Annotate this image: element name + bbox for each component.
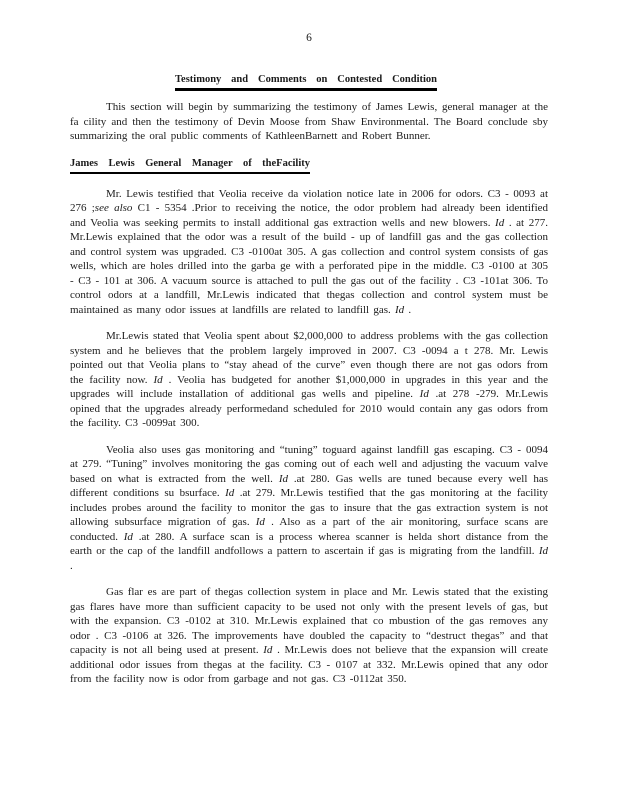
text-run: Mr. Lewis testified that Veolia receive da violation notice late in 2006 for odors. C3 - 0093 at 276 ;: [70, 187, 548, 214]
citation-italic: see also: [94, 202, 133, 214]
text-run: Gas flar es are part of thegas collection system in place and Mr. Lewis stated that the existing gas flares have more than sufficient capacity to be used not only with the present levels of gas, but with the expansion. C3 -0102 at 310. Mr.Lewis explained that co mbustion of the gas removes any odor . C3 -0106 at 326. The improvements have doubled the capacity to “destruct thegas” and that capacity is not all being used at present.: [70, 586, 548, 656]
intro-paragraph-container: [70, 100, 548, 144]
text-run: .at 278 -279. Mr.Lewis opined that the upgrades already performedand scheduled for 2010 would contain any gas odors from the facility. C3 -0099at 300.: [70, 388, 548, 429]
paragraph: [70, 187, 548, 318]
text-run: Veolia also uses gas monitoring and “tuning” toguard against landfill gas escaping. C3 - 0094 at 279. “Tuning” involves monitoring the gas coming out of each well and adjusting the vacuum valve based on what is extracted from the well.: [70, 443, 548, 485]
citation-italic: Id: [153, 373, 163, 386]
paragraph: [70, 329, 548, 431]
text-run: . Also as a part of the air monitoring, surface scans are conducted.: [70, 516, 548, 543]
citation-italic: Id: [495, 216, 505, 229]
citation-italic: Id: [123, 530, 133, 543]
body-paragraphs-container: [70, 187, 548, 687]
page-number: 6: [306, 32, 312, 44]
text-run: . Mr.Lewis does not believe that the expansion will create additional odor issues from thegas at the facility. C3 - 0107 at 332. Mr.Lewis opined that any odor from the facility now is odor from garbage and not gas. C3 -0112at 350.: [70, 644, 548, 685]
text-run: .at 279. Mr.Lewis testified that the gas monitoring at the facility includes probes around the facility to monitor the gas to insure that the gas extraction system is not allowing subsurface migration of gas.: [70, 487, 548, 528]
paragraph: [70, 100, 548, 144]
citation-italic: Id: [419, 388, 429, 400]
citation-italic: Id: [255, 516, 265, 528]
paragraph: [70, 443, 548, 574]
citation-italic: Id: [538, 545, 548, 557]
citation-italic: Id: [395, 303, 405, 316]
text-run: . at 277. Mr.Lewis explained that the odor was a result of the build - up of landfill gas and the gas collection and control system was upgraded. C3 -0100at 305. A gas collection and control system consists of gas wells, which are holes drilled into the garba ge with a perforated pipe in the middle. C3 -0100 at 305 - C3 - 101 at 306. A vacuum source is attached to pull the gas out of the facility . C3 -101at 306. To control odors at a landfill, Mr.Lewis indicated that thegas collection and control system must be maintained as many odor issues at landfills are related to landfill gas.: [70, 216, 548, 316]
section-heading: James Lewis General Manager of theFacility: [70, 158, 310, 174]
paragraph: [70, 585, 548, 687]
text-run: Mr.Lewis stated that Veolia spent about $2,000,000 to address problems with the gas collection system and he believes that the problem largely improved in 2007. C3 -0094 a t 278. Mr. Lewis pointed out that Veolia plans to “stay ahead of the curve” even though there are not gas odors from the facility now.: [70, 330, 548, 386]
text-run: .at 280. Gas wells are tuned because every well has different conditions su bsurface.: [70, 472, 548, 499]
citation-italic: Id: [225, 487, 235, 499]
main-heading: Testimony and Comments on Contested Condition: [175, 74, 437, 91]
text-run: This section will begin by summarizing the testimony of James Lewis, general manager at the fa cility and then the testimony of Devin Moose from Shaw Environmental. The Board conclude sby summarizing the oral public comments of KathleenBarnett and Robert Bunner.: [70, 101, 548, 142]
text-run: .at 280. A surface scan is a process wherea scanner is helda short distance from the earth or the cap of the landfill andfollows a pattern to ascertain if gas is migrating from the landfill.: [70, 530, 549, 557]
text-run: . Veolia has budgeted for another $1,000,000 in upgrades in this year and the upgrades will include installation of additional gas wells and pipeline.: [70, 373, 548, 400]
citation-italic: Id: [278, 472, 288, 485]
citation-italic: Id: [263, 644, 273, 656]
text-run: .: [404, 303, 412, 316]
text-run: C1 - 5354 .Prior to receiving the notice, the odor problem had already been identified and Veolia was seeking permits to install additional gas extraction wells and new blowers.: [70, 202, 549, 229]
text-run: .: [70, 559, 73, 572]
